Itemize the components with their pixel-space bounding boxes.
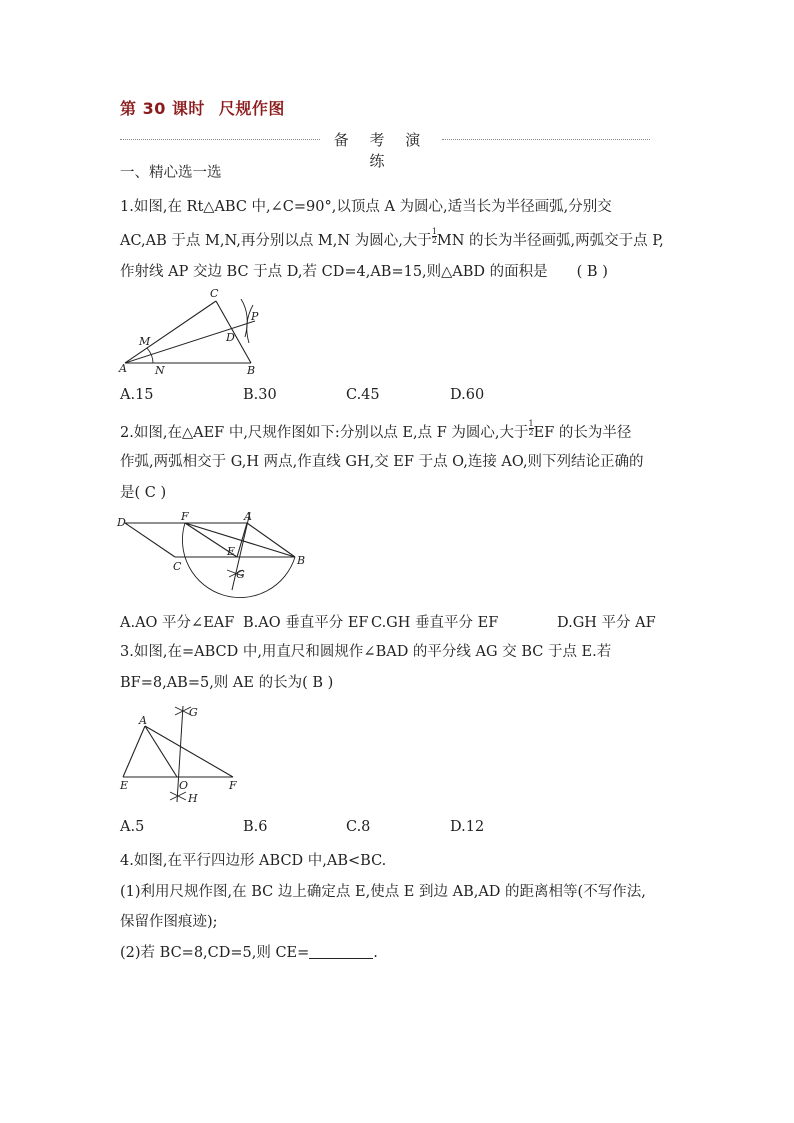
q4-line2: (1)利用尺规作图,在 BC 边上确定点 E,使点 E 到边 AB,AD 的距离相等(不写作法, [120,884,646,900]
q2-label-b: B [297,554,306,567]
q1-figure [115,285,275,380]
q1-line2-a: AC,AB 于点 M,N,再分别以点 M,N 为圆心,大于 [120,233,432,249]
lesson-number: 第 30 课时 [120,99,205,118]
section-label: 备 考 演 练 [333,131,429,170]
q3-label-f: F [229,779,237,792]
q3-label-h: H [188,792,198,805]
q2-label-a: A [244,510,252,523]
q1-line2-b: MN 的长为半径画弧,两弧交于点 P, [436,233,664,249]
divider-line-left [120,139,320,140]
q1-label-d: D [226,331,235,344]
q3-option-a[interactable]: A.5 [120,819,145,835]
q1-option-c[interactable]: C.45 [346,387,380,403]
q1-line1: 1.如图,在 Rt△ABC 中,∠C=90°,以顶点 A 为圆心,适当长为半径画弧,分别交 [120,199,612,215]
q1-label-p: P [251,310,259,323]
q2-line1 [120,420,631,443]
q3-label-e: E [120,779,129,792]
q1-line2 [120,228,664,251]
q1-label-m: M [139,335,151,348]
q1-label-c: C [210,287,219,300]
q2-option-d[interactable]: D.GH 平分 AF [557,615,656,631]
divider-line-right [442,139,650,140]
q2-option-b[interactable]: B.AO 垂直平分 EF [243,615,369,631]
q1-option-b[interactable]: B.30 [243,387,277,403]
q4-line4 [120,943,378,963]
q2-frac-num: 1 [528,419,534,428]
q3-segment-ao [145,726,177,777]
q4-line4-text: (2)若 BC=8,CD=5,则 CE= [120,945,310,961]
part-heading: 一、精心选一选 [120,165,222,181]
q1-label-n: N [155,364,165,377]
q2-figure [115,510,315,600]
q3-label-o: O [179,779,189,792]
q3-option-d[interactable]: D.12 [450,819,485,835]
q2-line1-b: EF 的长为半径 [533,425,632,441]
q3-figure [115,700,255,810]
q1-option-a[interactable]: A.15 [120,387,154,403]
q4-line3: 保留作图痕迹); [120,914,218,930]
q1-line3: 作射线 AP 交边 BC 于点 D,若 CD=4,AB=15,则△ABD 的面积是 ( B ) [120,264,608,280]
q1-frac-num: 1 [431,227,437,236]
section-divider [120,128,650,170]
q2-option-a[interactable]: A.AO 平分∠EAF [120,615,235,631]
q1-label-a: A [119,362,127,375]
lesson-topic: 尺规作图 [218,99,285,118]
q2-label-c: C [173,560,182,573]
q2-line3: 是( C ) [120,485,167,501]
q4-answer-blank[interactable] [309,944,373,959]
q4-line1: 4.如图,在平行四边形 ABCD 中,AB<BC. [120,853,387,869]
q1-option-d[interactable]: D.60 [450,387,485,403]
q2-frac-den: 2 [528,428,534,437]
q2-label-d: D [117,516,126,529]
q3-label-g: G [189,706,198,719]
q2-segment-dc [125,523,175,557]
q2-label-e: E [227,545,236,558]
q2-segment-ab [247,523,295,557]
q2-label-g: G [236,568,245,581]
q3-line1: 3.如图,在=ABCD 中,用直尺和圆规作∠BAD 的平分线 AG 交 BC 于点 E.若 [120,644,612,660]
q2-line2: 作弧,两弧相交于 G,H 两点,作直线 GH,交 EF 于点 O,连接 AO,则下列结论正确的 [120,454,644,470]
q2-option-c[interactable]: C.GH 垂直平分 EF [371,615,499,631]
q2-line1-a: 2.如图,在△AEF 中,尺规作图如下:分别以点 E,点 F 为圆心,大于 [120,425,529,441]
q2-segment-fb [185,523,295,557]
q3-side-af [145,726,233,777]
q3-option-b[interactable]: B.6 [243,819,268,835]
q1-label-b: B [247,364,256,377]
q1-arc-1 [241,299,247,337]
q3-line2: BF=8,AB=5,则 AE 的长为( B ) [120,675,334,691]
q2-label-f: F [181,510,189,523]
q1-frac-den: 2 [431,236,437,245]
q1-side-ac [125,301,216,363]
page-title [120,96,285,119]
q3-label-a: A [139,714,147,727]
q4-line4-end: . [373,945,378,961]
q3-option-c[interactable]: C.8 [346,819,371,835]
q3-side-ae [123,726,145,777]
